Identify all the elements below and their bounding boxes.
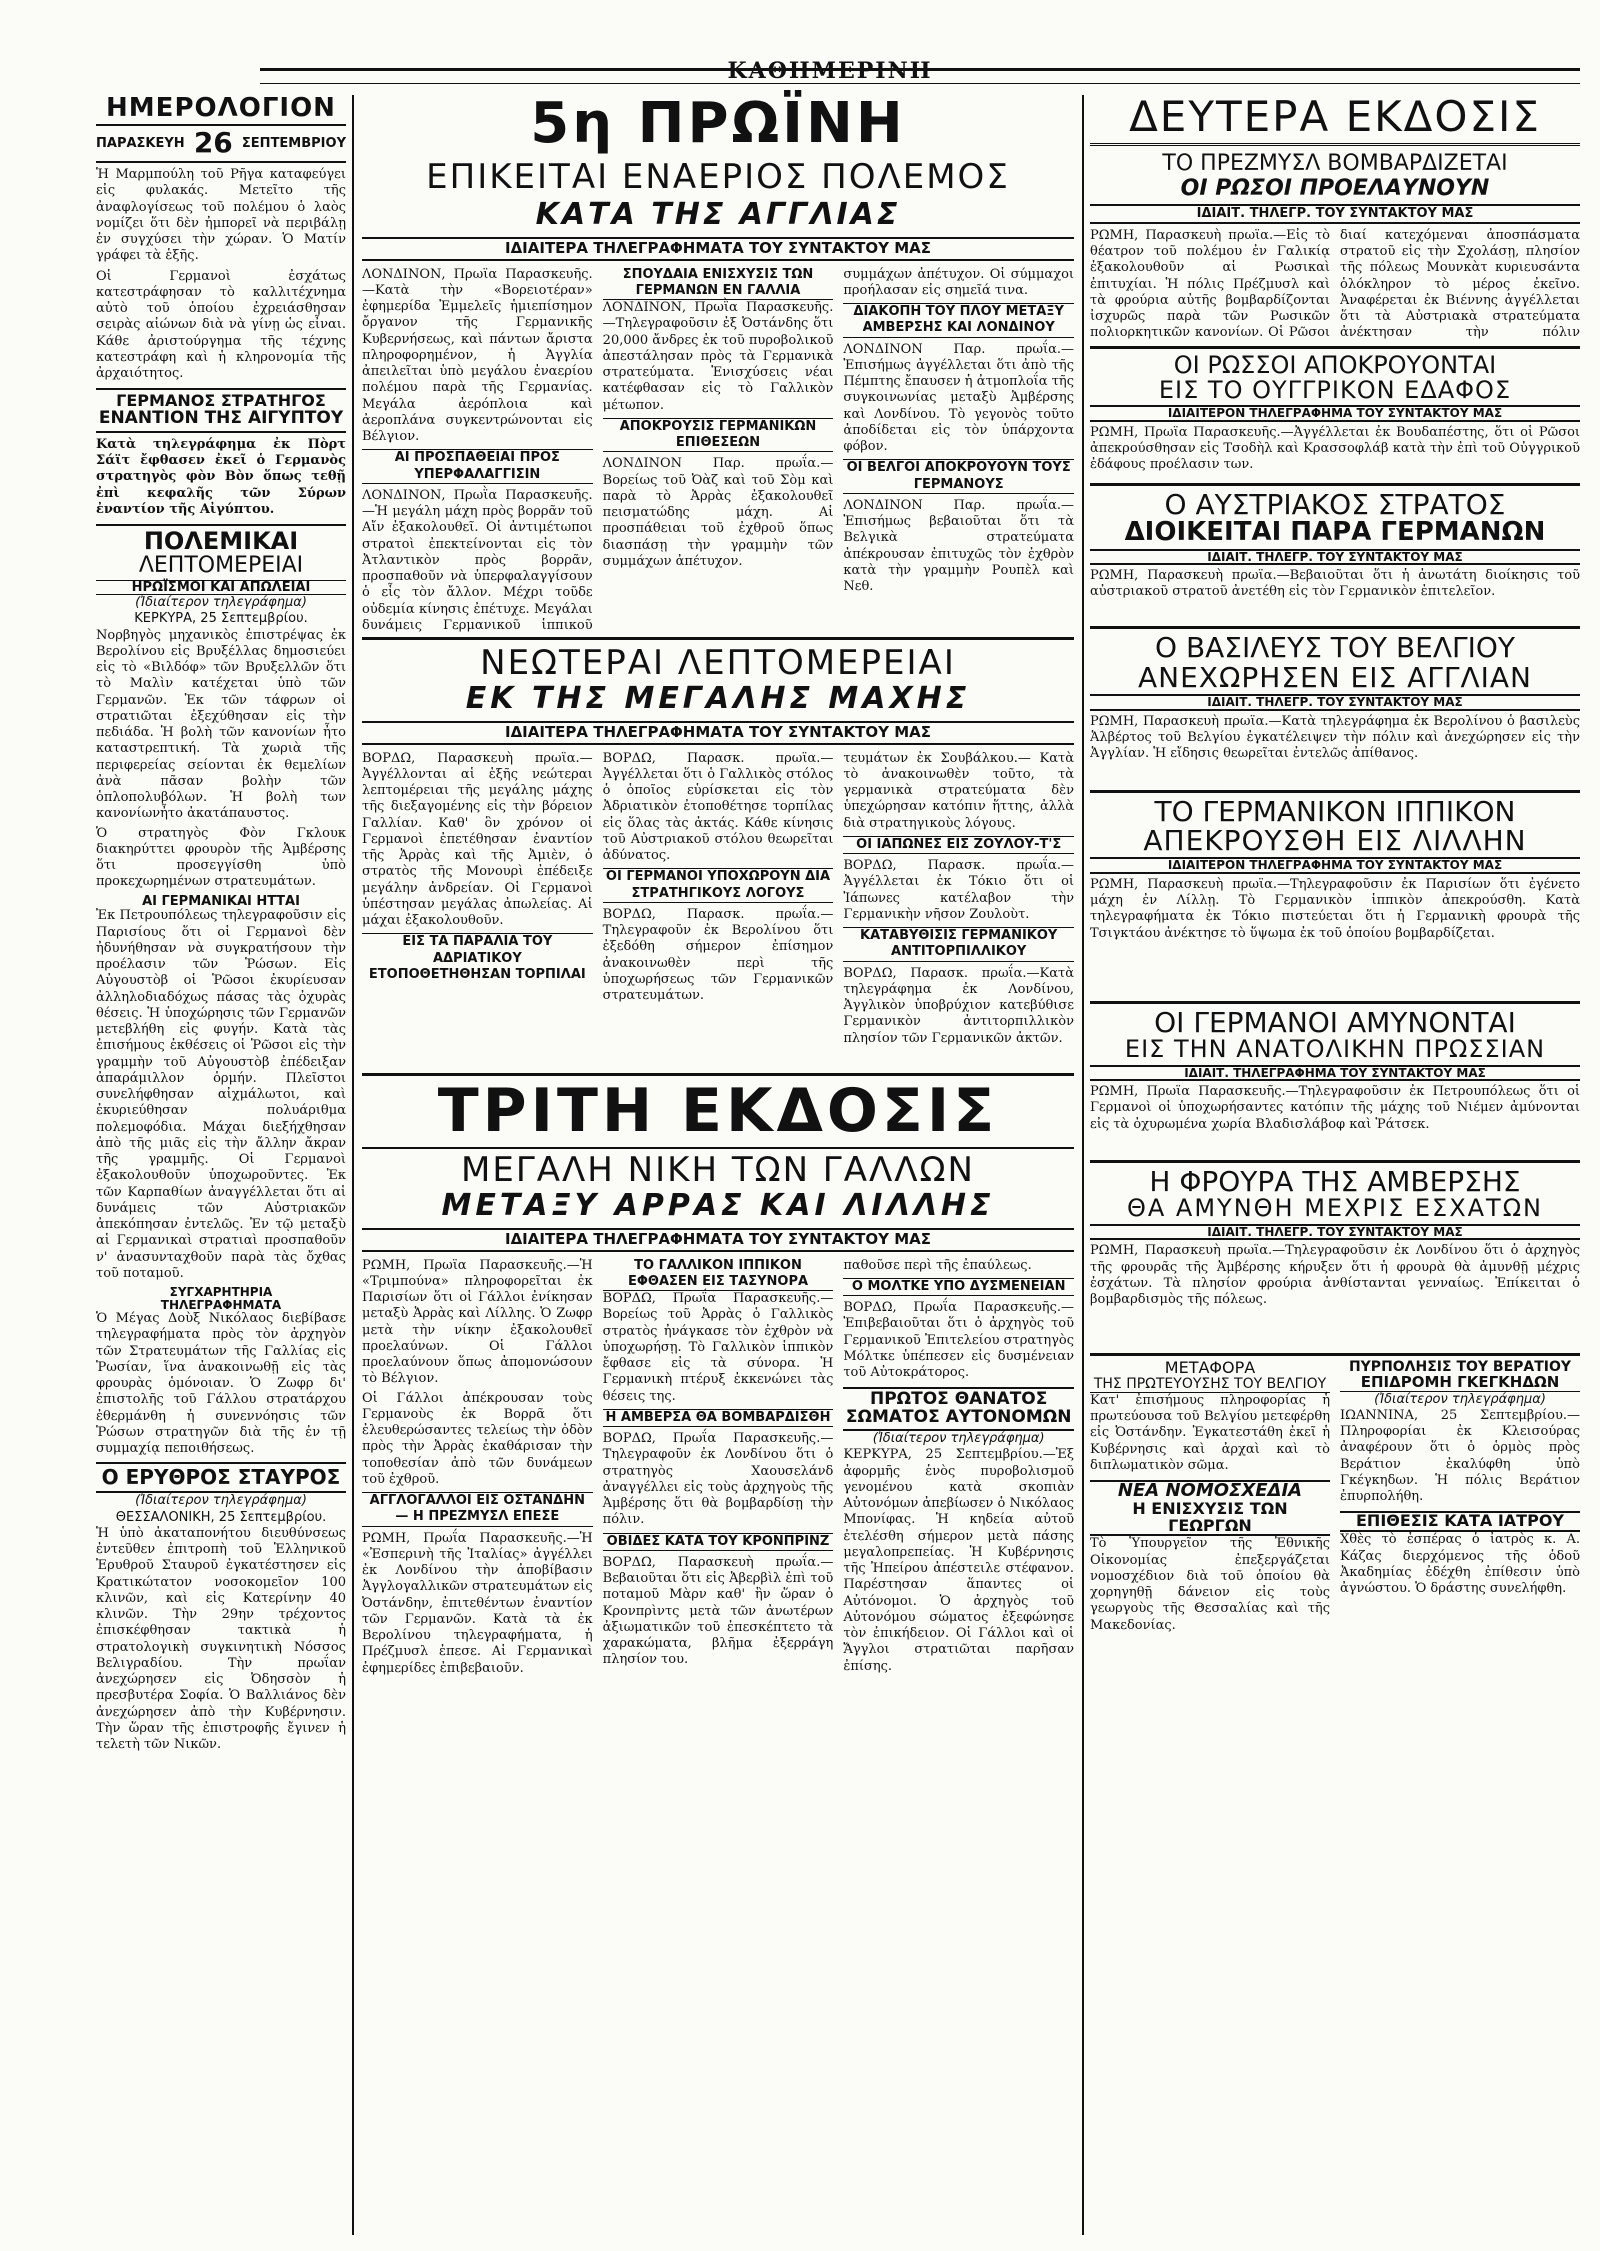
headline: ΘΑ ΑΜΥΝΘΗ ΜΕΧΡΙΣ ΕΣΧΑΤΩΝ xyxy=(1126,1194,1544,1223)
headline: ΕΙΣ ΤΟ ΟΥΓΓΡΙΚΟΝ ΕΔΑΦΟΣ xyxy=(1158,376,1512,405)
left-column xyxy=(96,95,346,1753)
dateline: (Ἰδιαίτερον τηλεγράφημα) xyxy=(135,1493,307,1509)
article-text: τευμάτων ἐκ Σουβάλκου.— Κατὰ τὸ ἀνακοινωθὲν τοῦτο, τὰ γερμανικὰ στρατεύματα δὲν ὑπεχώρησαν κατόπιν ἥττης, ἀλλὰ διὰ στρατηγικοὺς λόγους. xyxy=(843,750,1074,831)
headline: ΕΚ ΤΗΣ ΜΕΓΑΛΗΣ ΜΑΧΗΣ xyxy=(465,681,971,717)
subheadline: ΑΓΓΛΟΓΑΛΛΟΙ ΕΙΣ ΟΣΤΑΝΔΗΝ — Η ΠΡΕΖΜΥΣΛ ΕΠΕΣΕ xyxy=(362,1492,593,1527)
article-text: ΡΩΜΗ, Πρωΐα Παρασκευῆς.—Τηλεγραφοῦσιν ἐκ Πετρουπόλεως ὅτι οἱ Γερμανοὶ οἱ ὑποχωρήσαντες κατόπιν τῆς μάχης τοῦ Νιέμεν ἀμύνονται εἰς τὰ ὀχυρωμένα χωρία Βλαδισλάβοφ καὶ Ῥάτσεκ. xyxy=(1090,1084,1580,1132)
article-column xyxy=(362,751,593,1069)
article-column xyxy=(603,267,834,633)
subheadline: ΕΙΣ ΤΑ ΠΑΡΑΛΙΑ ΤΟΥ ΑΔΡΙΑΤΙΚΟΥ ΕΤΟΠΟΘΕΤΗΘΗΣΑΝ ΤΟΡΠΙΛΑΙ xyxy=(362,933,593,983)
article-column xyxy=(1090,228,1330,340)
article-text: Ἡ ὑπὸ ἀκαταπονήτου διευθύνσεως ἐντεῦθεν ἐπιτροπὴ τοῦ Ἑλληνικοῦ Ἐρυθροῦ Σταυροῦ ἐγκατέστησεν εἰς Κρατικώτατον νοσοκομεῖον 100 κλινῶν, καὶ εἰς Κατερίνην 40 κλινῶν. Τὴν 29ην τρέχοντος ἐπισκέφθησαν τακτικὰ ἡ στρατολογικὴ συγκινητικὴ Νόσσος Βελιγραδίου. Τὴν πρωΐαν ἀνεχώρησεν εἰς Ὀδησσὸν ἡ πρεσβυτέρα Σοφία. Ὁ Βαλλιάνος δὲν ἀνεχώρησεν ἀπὸ τὴν Κυβέρνησιν. Τὴν ὥραν τῆς ἐπιστροφῆς ἔγινεν ἡ τελετὴ τῶν Νικῶν. xyxy=(96,1525,346,1753)
article-text: Κατ' ἐπισήμους πληροφορίας ἡ πρωτεύουσα τοῦ Βελγίου μετεφέρθη εἰς Ὀστάνδην. Ἐγκατεστάθη ἐκεῖ ἡ Κυβέρνησις καὶ ἀρχαὶ καὶ τὸ διπλωματικὸν σῶμα. xyxy=(1090,1392,1330,1473)
headline: ΕΠΙΔΡΟΜΗ ΓΚΕΓΚΗΔΩΝ xyxy=(1340,1375,1580,1392)
headline: ΕΠΙΘΕΣΙΣ ΚΑΤΑ ΙΑΤΡΟΥ xyxy=(1340,1511,1580,1532)
dateline: (Ἰδιαίτερον τηλεγράφημα) xyxy=(1374,1391,1546,1407)
headline: Η ΦΡΟΥΡΑ ΤΗΣ ΑΜΒΕΡΣΗΣ xyxy=(1149,1165,1521,1199)
article-text: Οἱ Γερμανοὶ ἐσχάτως κατεστράφησαν τὸ καλλιτέχνημα αὐτὸ τοῦ ὁποίου ἐχρειάσθησαν σειρὰς αἰώνων διὰ νὰ γίνῃ ὡς εἶναι. Κάθε ἀριστούργημα τῆς τέχνης κατεστράφη καὶ ἡ κληρονομία τῆς ἀρχαιότητος. xyxy=(96,268,346,382)
dateline: ΘΕΣΣΑΛΟΝΙΚΗ, 25 Σεπτεμβρίου. xyxy=(115,1509,327,1525)
article-text: παθοῦσε περὶ τῆς ἐπαύλεως. xyxy=(843,1257,1032,1273)
subheadline: ΑΙ ΠΡΟΣΠΑΘΕΙΑΙ ΠΡΟΣ ΥΠΕΡΦΑΛΑΓΓΙΣΙΝ xyxy=(362,449,593,484)
article-text: ΛΟΝΔΙΝΟΝ Παρ. πρωΐα.—Βορείως τοῦ Ὀὰζ καὶ τοῦ Σὸμ καὶ παρὰ τὸ Ἀρρὰς ἐξακολουθεῖ πεισματώδης μάχη. Αἱ προσπάθειαι τοῦ ἐχθροῦ ὅπως διασπάσῃ τὴν γραμμὴν τῶν συμμάχων ἀπέτυχον. xyxy=(602,456,834,569)
headline-box xyxy=(1090,1160,1580,1240)
headline: ΜΕΤΑΦΟΡΑ xyxy=(1164,1358,1256,1378)
article-text: Ἐκ Πετρουπόλεως τηλεγραφοῦσιν εἰς Παρισίους ὅτι οἱ Γερμανοὶ δὲν ἠδυνήθησαν νὰ συγκρατήσουν τὴν προέλασιν τῶν Ῥώσων. Εἰς Αὐγουστὸβ οἱ Ῥῶσοι ἐκυρίευσαν ἀλληλοδιαδόχως πάσας τὰς ὀχυρὰς θέσεις. Ἡ ὑποχώρησις τῶν Γερμανῶν μετεβλήθη εἰς φυγήν. Κατὰ τὰς ἐπισήμους ἐκθέσεις οἱ Ῥῶσοι εἰς τὴν γραμμὴν τοῦ Αὐγουστὸβ ἐπέδειξαν ἀπαράμιλλον ὁρμήν. Πλεῖστοι συνελήφθησαν αἰχμάλωτοι, καὶ ἐκυριεύθησαν πολυάριθμα πολεμοφόδια. Μάχαι διεξήχθησαν ἀπὸ τῆς μιᾶς εἰς τὴν ἄλλην ἄκραν τῆς γραμμῆς. Οἱ Γερμανοὶ ἐξακολουθοῦν ὑποχωροῦντες. Ἐκ τῶν Καρπαθίων ἀναγγέλλεται ὅτι αἱ δυνάμεις τῶν Αὐστριακῶν ἀπεκόπησαν ἐντελῶς. Ἐν τῷ μεταξὺ αἱ Γερμανικαὶ στρατιαὶ προσπαθοῦν ν' ἀνασυνταχθοῦν παρὰ τὰς ὄχθας τοῦ ποταμοῦ. xyxy=(96,908,346,1281)
article-text: ΡΩΜΗ, Παρασκευὴ πρωΐα.—Τηλεγραφοῦσιν ἐκ Παρισίων ὅτι ἐγένετο μάχη ἐν Λίλλῃ. Τὸ Γερμανικὸν ἱππικὸν ἀπεκρούσθη. Κατὰ τηλεγραφήματα ἐκ Τόκιο πιστεύεται ὅτι ἡ Γερμανικὴ φρουρὰ τῆς Τσιγκτάου ἀνέκτησε τὸ ὕψωμα ἐκ τοῦ ὁποίου βομβαρδίζεται. xyxy=(1090,876,1580,941)
article-text: ΡΩΜΗ, Παρασκευὴ πρωΐα.—Τηλεγραφοῦσιν ἐκ Λονδίνου ὅτι ὁ ἀρχηγὸς τῆς φρουρᾶς τῆς Ἀμβέρσης κήρυξεν ὅτι ἡ φρουρὰ θὰ ἀμυνθῇ μέχρις ἐσχάτων. Τὰ πλησίον φρούρια ἀνθίστανται γενναίως. Ἐπίκειται ὁ βομβαρδισμὸς τῆς πόλεως. xyxy=(1090,1243,1580,1308)
article-column xyxy=(1340,228,1580,340)
article-text: ΡΩΜΗ, Παρασκευὴ πρωΐα.—Εἰς τὸ θέατρον τοῦ πολέμου ἐν Γαλικίᾳ ἐξακολουθοῦν αἱ Ρωσικαὶ ἐπιτυχίαι. Ἡ πόλις Πρέζμυσλ καὶ τὰ φρούρια αὐτῆς βομβαρδίζονται ἰσχυρῶς παρὰ τῶν Ρωσικῶν πολιορκητικῶν κανονίων. Οἱ Ρῶσοι xyxy=(1090,227,1330,340)
headline: ΠΥΡΠΟΛΗΣΙΣ ΤΟΥ ΒΕΡΑΤΙΟΥ xyxy=(1348,1359,1572,1376)
center-column xyxy=(362,91,1074,1728)
subheadline: ΤΟ ΓΑΛΛΙΚΟΝ ΙΠΠΙΚΟΝ ΕΦΘΑΣΕΝ ΕΙΣ ΤΑΣΥΝΟΡΑ xyxy=(603,1258,834,1292)
subheadline: ΟΙ ΙΑΠΩΝΕΣ ΕΙΣ ΖΟΥΛΟΥ-Τ'Σ xyxy=(843,836,1074,854)
headline: ΗΡΩΪΣΜΟΙ ΚΑΙ ΑΠΩΛΕΙΑΙ xyxy=(96,580,346,596)
article-text: ΡΩΜΗ, Παρασκευὴ πρωΐα.—Κατὰ τηλεγράφημα ἐκ Βερολίνου ὁ βασιλεὺς Ἀλβέρτος τοῦ Βελγίου ἐγκατέλειψεν τὴν πόλιν καὶ ἀνεχώρησεν εἰς τὴν Ἀγγλίαν. Ἡ εἴδησις θεωρεῖται ἐντελῶς ἀπίθανος. xyxy=(1090,713,1580,762)
headline-edition: ΤΡΙΤΗ ΕΚΔΟΣΙΣ xyxy=(437,1075,999,1146)
article-text: ΡΩΜΗ, Πρωΐα Παρασκευῆς.—Ἡ «Τριμπούνα» πληροφορεῖται ἐκ Παρισίων ὅτι οἱ Γάλλοι ἐνίκησαν μεταξὺ Ἀρρὰς καὶ Λίλλης. Ὁ Ζωφρ μετὰ τὴν νίκην ἐξακολουθεῖ προελαύνων. Οἱ Γάλλοι προελαύνουν ὅπως ἀπομονώσουν τὸ Βέλγιον. xyxy=(362,1257,593,1387)
calendar-date xyxy=(96,126,346,163)
headline-subtitle: ΙΔΙΑΙΤΕΡΑ ΤΗΛΕΓΡΑΦΗΜΑΤΑ ΤΟΥ ΣΥΝΤΑΚΤΟΥ ΜΑΣ xyxy=(362,1228,1074,1252)
article-text: ΡΩΜΗ, Πρωΐα Παρασκευῆς.—Ἡ «Ἐσπερινὴ τῆς Ἰταλίας» ἀγγέλλει ἐκ Λονδίνου τὴν ἀποβίβασιν Ἀγγλογαλλικῶν στρατευμάτων εἰς Ὀστάνδην, ἐπιτεθέντων ἐναντίον τῶν Γερμανῶν. Κατὰ τὰ ἐκ Βερολίνου τηλεγραφήματα, ἡ Πρέζμυσλ ἐπεσε. Αἱ Γερμανικαὶ ἐφημερίδες ἐπιβεβαιοῦν. xyxy=(362,1530,593,1676)
date-month: ΣΕΠΤΕΜΒΡΙΟΥ xyxy=(241,135,346,151)
headline: ΣΩΜΑΤΟΣ ΑΥΤΟΝΟΜΩΝ xyxy=(843,1409,1074,1431)
headline-subtitle: ΙΔΙΑΙΤ. ΤΗΛΕΓΡ. ΤΟΥ ΣΥΝΤΑΚΤΟΥ ΜΑΣ xyxy=(1090,549,1580,566)
headline: ΤΗΛΕΓΡΑΦΗΜΑΤΑ xyxy=(160,1297,282,1312)
article-text: ΒΟΡΔΩ, Πρωΐα Παρασκευῆς.—Βορείως τοῦ Ἀρρὰς ὁ Γαλλικὸς στρατὸς ἠνάγκασε τὸν ἐχθρὸν νὰ ὑποχωρήσῃ. Τὸ Γαλλικὸν ἱππικὸν ἔφθασε εἰς τὰ σύνορα. Ἡ Γερμανικὴ πτέρυξ ἐκκενώνει τὰς θέσεις της. xyxy=(602,1291,834,1404)
article-column xyxy=(362,1258,593,1728)
article-columns xyxy=(362,1258,1074,1728)
article-text: Ὁ στρατηγὸς Φὸν Γκλουκ διακηρύττει φρουρὸν τῆς Ἀμβέρσης ὅτι προσεγγίσθη ὑπὸ προκεχωρημένων στρατευμάτων. xyxy=(96,825,346,890)
article-text: ΒΟΡΔΩ, Παρασκευὴ πρωΐα.—Βεβαιοῦται ὅτι εἰς Ἀβερβὶλ ἐπὶ τοῦ ποταμοῦ Μὰρν καθ' ἣν ὥραν ὁ Κρονπρὶντς μετὰ τῶν ἀνωτέρων ἀξιωματικῶν τοῦ ἐπεσκέπτετο τὰ χαρακώματα, βλῆμα ἐξερράγη πλησίον του. xyxy=(602,1554,834,1668)
masthead: ΚΑΘΗΜΕΡΙΝΗ xyxy=(727,58,933,84)
headline: ΤΟ ΠΡΕΖΜΥΣΛ ΒΟΜΒΑΡΔΙΖΕΤΑΙ xyxy=(1162,151,1508,177)
section-header xyxy=(362,637,1074,745)
article-text: ΒΟΡΔΩ, Παρασκ. πρωΐα.—Ἀγγέλλεται ἐκ Τόκιο ὅτι οἱ Ἰάπωνες κατέλαβον τὴν Γερμανικὴν νῆσον Ζουλοὺτ. xyxy=(843,858,1074,922)
article-text: διαί κατεχόμεναι ἀποσπάσματα στρατοῦ εἰς τὴν Σχολάσῃ, πλησίον τῆς πόλεως Μουνκὰτ κυριευσάντα ὁλόκληρον τὸ μέρος ἐκεῖνο. Ἀναφέρεται ἐκ Βιέννης ἀγγέλλεται ὅτι τὰ Αὐστριακὰ στρατεύματα ἀνέκτησαν τὴν πόλιν xyxy=(1340,227,1580,340)
headline-edition: ΔΕΥΤΕΡΑ ΕΚΔΟΣΙΣ xyxy=(1090,95,1580,146)
subheadline: ΣΠΟΥΔΑΙΑ ΕΝΙΣΧΥΣΙΣ ΤΩΝ ΓΕΡΜΑΝΩΝ ΕΝ ΓΑΛΛΙΑ xyxy=(603,267,834,301)
article-text: Νορβηγὸς μηχανικὸς ἐπιστρέψας ἐκ Βερολίνου εἰς Βρυξέλλας δημοσιεύει εἰς τὸ «Βιλδόφ» τῶν Βρυξελλῶν ὅτι τὸ Μαλὶν κατέχεται ὑπὸ τῶν Γερμανῶν. Ἐκ τῶν τάφρων οἱ στρατιῶται ἐξεχύθησαν εἰς τὴν πεδιάδα. Ἡ βολὴ τῶν κανονίων ἦτο καταστρεπτική. Τὰ χωριὰ τῆς περιφερείας σείονται ἐκ θεμελίων ἀνὰ πᾶσαν βολὴν τῶν ὁπλοπολυβόλων. Ἡ βολὴ των κανονίωνἦτο ἀκατάπαυστος. xyxy=(96,627,346,822)
headline-subtitle: ΙΔΙΑΙΤ. ΤΗΛΕΓΡ. ΤΟΥ ΣΥΝΤΑΚΤΟΥ ΜΑΣ xyxy=(1090,204,1580,224)
article-text: ΒΟΡΔΩ, Παρασκευὴ πρωΐα.—Ἀγγέλλονται αἱ ἑξῆς νεώτεραι λεπτομέρειαι τῆς μεγάλης μάχης τῆς διεξαγομένης εἰς τὴν βόρειον Γαλλίαν. Καθ' ὃν χρόνον οἱ Γερμανοὶ ἐπετέθησαν ἐναντίον τῆς Ἀρρὰς καὶ τῆς Ἀμιὲν, ὁ στρατὸς τῆς Μονουρὶ ἐπέδειξε μεγάλην ἀνδρείαν. Οἱ Γερμανοὶ ὑπέστησαν μεγάλας ἀπωλείας. Αἱ μάχαι ἐξακολουθοῦν. xyxy=(362,750,593,929)
headline: ΤΗΣ ΠΡΩΤΕΥΟΥΣΗΣ ΤΟΥ ΒΕΛΓΙΟΥ xyxy=(1090,1377,1330,1393)
article-text: Χθὲς τὸ ἑσπέρας ὁ ἰατρὸς κ. Α. Κάζας διερχόμενος τῆς ὁδοῦ Ἀκαδημίας ἐδέχθη ἐπίθεσιν ὑπὸ ἀγνώστου. Ὁ δράστης συνελήφθη. xyxy=(1340,1532,1580,1596)
article-text: ΛΟΝΔΙΝΟΝ, Πρωῒα Παρασκευῆς.—Κατὰ τὴν «Βορειοτέραν» ἐφημερίδα Ἐμμελεῖς ἡμιεπίσημον ὄργανον τῆς Γερμανικῆς Κυβερνήσεως, καὶ πάντων ἄριστα πληροφορημένον, ἡ Ἀγγλία ἀπειλεῖται ὑπὸ μεγάλου ἐναερίου πολέμου παρὰ τῆς Γερμανίας. Μεγάλα ἀερόπλοια καὶ ἀεροπλάνα συγκεντρώνονται εἰς Βέλγιον. xyxy=(362,266,593,445)
article-column xyxy=(1340,1360,1580,1830)
article-column xyxy=(843,751,1074,1069)
article-text: Ἡ Μαρμπούλη τοῦ Ρῆγα καταφεύγει εἰς φυλακάς. Μετεῖτο τῆς ἀναφλογίσεως τοῦ πολέμου ὁ λαὸς νομίζει ὅτι δὲν ἠμπορεῖ νὰ περιβάλῃ ἐν συγχύσει τὴν χώραν. Ὁ Ματίν γράφει τὰ ἑξῆς. xyxy=(96,167,346,264)
article-text: ΚΕΡΚΥΡΑ, 25 Σεπτεμβρίου.—Ἐξ ἀφορμῆς ἑνὸς πυροβολισμοῦ γενομένου κατὰ σκοπιὰν Αὐτονόμων ἀπεβίωσεν ὁ Νικόλαος Μπονίφας. Ἡ κηδεία αὐτοῦ ἐτελέσθη σήμερον μετὰ πάσης μεγαλοπρεπείας. Ἡ Κυβέρνησις τῆς Ἠπείρου ἀπέστειλε στέφανον. Παρέστησαν ἅπαντες οἱ Αὐτόνομοι. Ὁ ἀρχηγὸς τοῦ Αὐτονόμου σώματος ἐξεφώνησε τὸν ἐπικήδειον. Οἱ Γάλλοι καὶ οἱ Ἄγγλοι στρατιῶται παρῆσαν ἐπίσης. xyxy=(843,1447,1074,1674)
headline: ΔΙΟΙΚΕΙΤΑΙ ΠΑΡΑ ΓΕΡΜΑΝΩΝ xyxy=(1124,517,1546,548)
headline: Ο ΒΑΣΙΛΕΥΣ ΤΟΥ ΒΕΛΓΙΟΥ xyxy=(1155,631,1515,665)
date-day: 26 xyxy=(193,126,233,160)
headline: ΟΙ ΡΩΣΣΟΙ ΑΠΟΚΡΟΥΟΝΤΑΙ xyxy=(1173,350,1497,379)
headline: ΕΝΑΝΤΙΟΝ ΤΗΣ ΑΙΓΥΠΤΟΥ xyxy=(98,408,344,429)
article-text: ΡΩΜΗ, Παρασκευὴ πρωΐα.—Βεβαιοῦται ὅτι ἡ ἀνωτάτη διοίκησις τοῦ αὐστριακοῦ στρατοῦ ἀνετέθη εἰς τὸν Γερμανικὸν ἐπιτελεῖον. xyxy=(1090,568,1580,600)
headline-box xyxy=(96,524,346,627)
article-column xyxy=(843,1258,1074,1728)
headline: ΣΥΓΧΑΡΗΤΗΡΙΑ xyxy=(169,1285,273,1300)
headline: ΜΕΓΑΛΗ ΝΙΚΗ ΤΩΝ ΓΑΛΛΩΝ xyxy=(362,1147,1074,1189)
article-column xyxy=(362,267,593,633)
article-text: ΒΟΡΔΩ, Παρασκ. πρωΐα.—Τηλεγραφοῦν ἐκ Βερολίνου ὅτι ἐξεδόθη σήμερον ἐπίσημον ἀνακοινωθὲν περὶ τῆς ὑποχωρήσεως τῶν Γερμανικῶν στρατευμάτων. xyxy=(602,906,834,1004)
article-text: ΒΟΡΔΩ, Πρωΐα Παρασκευῆς.—Τηλεγραφοῦν ἐκ Λονδίνου ὅτι ὁ στρατηγὸς Χαουσελάνδ ἀναγγέλλει εἰς τοὺς ἀρχηγοὺς τῆς Ἀμβέρσης ὅτι θὰ βομβαρδίσῃ τὴν πόλιν. xyxy=(602,1431,834,1528)
headline-subtitle: ΙΔΙΑΙΤ. ΤΗΛΕΓΡ. ΤΟΥ ΣΥΝΤΑΚΤΟΥ ΜΑΣ xyxy=(1090,1224,1580,1241)
article-column xyxy=(843,267,1074,633)
article-text: συμμάχων ἀπέτυχον. Οἱ σύμμαχοι προήλασαν εἰς σημεῖά τινα. xyxy=(843,266,1074,298)
dateline: ΚΕΡΚΥΡΑ, 25 Σεπτεμβρίου. xyxy=(134,611,308,627)
headline: Ο ΕΡΥΘΡΟΣ ΣΤΑΥΡΟΣ xyxy=(101,1465,341,1490)
headline: ΑΙ ΓΕΡΜΑΝΙΚΑΙ ΗΤΤΑΙ xyxy=(142,893,300,909)
headline-box xyxy=(1090,1001,1580,1081)
article-text: ΒΟΡΔΩ, Παρασκ. πρωΐα.—Κατὰ τηλεγράφημα ἐκ Λονδίνου, Ἀγγλικὸν ὑποβρύχιον κατεβύθισε Γερμανικὸν ἀντιτορπιλλικὸν πλησίον τῶν Γερμανικῶν ἀκτῶν. xyxy=(843,965,1074,1046)
headline-box xyxy=(96,388,346,433)
article-text: Κατὰ τηλεγράφημα ἐκ Πὸρτ Σάϊτ ἔφθασεν ἐκεῖ ὁ Γερμανὸς στρατηγὸς φὸν Βὸν ὅπως τεθῇ ἐπὶ κεφαλῆς τῶν Σύρων ἐναντίον τῆς Αἰγύπτου. xyxy=(96,436,346,517)
headline: ΟΙ ΡΩΣΟΙ ΠΡΟΕΛΑΥΝΟΥΝ xyxy=(1180,176,1490,202)
headline-subtitle: ΙΔΙΑΙΤΕΡΟΝ ΤΗΛΕΓΡΑΦΗΜΑ ΤΟΥ ΣΥΝΤΑΚΤΟΥ ΜΑΣ xyxy=(1090,857,1580,874)
headline: ΠΟΛΕΜΙΚΑΙ xyxy=(143,527,299,556)
subheadline: ΚΑΤΑΒΥΘΙΣΙΣ ΓΕΡΜΑΝΙΚΟΥ ΑΝΤΙΤΟΡΠΙΛΛΙΚΟΥ xyxy=(843,927,1074,962)
headline: ΓΕΡΜΑΝΟΣ ΣΤΡΑΤΗΓΟΣ xyxy=(116,391,326,411)
article-columns xyxy=(362,751,1074,1069)
article-column xyxy=(603,1258,834,1728)
article-text: Τὸ Ὑπουργεῖον τῆς Ἐθνικῆς Οἰκονομίας ἐπεξεργάζεται νομοσχέδιον διὰ τοῦ ὁποίου θὰ χορηγηθῇ δάνειον εἰς τοὺς γεωργοὺς τῆς Θεσσαλίας καὶ τῆς Μακεδονίας. xyxy=(1090,1536,1330,1633)
headline: ΟΙ ΓΕΡΜΑΝΟΙ ΑΜΥΝΟΝΤΑΙ xyxy=(1154,1005,1516,1039)
headline-subtitle: ΙΔΙΑΙΤ. ΤΗΛΕΓΡΑΦΗΜΑ ΤΟΥ ΣΥΝΤΑΚΤΟΥ ΜΑΣ xyxy=(1090,1065,1580,1082)
headline: ΤΟ ΓΕΡΜΑΝΙΚΟΝ ΙΠΠΙΚΟΝ xyxy=(1154,794,1516,828)
subheadline: Ο ΜΟΛΤΚΕ ΥΠΟ ΔΥΣΜΕΝΕΙΑΝ xyxy=(843,1278,1074,1296)
headline: ΕΠΙΚΕΙΤΑΙ ΕΝΑΕΡΙΟΣ ΠΟΛΕΜΟΣ xyxy=(426,156,1010,197)
headline: ΝΕΩΤΕΡΑΙ ΛΕΠΤΟΜΕΡΕΙΑΙ xyxy=(480,642,956,683)
headline-subtitle: ΙΔΙΑΙΤΕΡΑ ΤΗΛΕΓΡΑΦΗΜΑΤΑ ΤΟΥ ΣΥΝΤΑΚΤΟΥ ΜΑΣ xyxy=(362,237,1074,261)
headline-box xyxy=(1090,626,1580,710)
headline: ΜΕΤΑΞΥ ΑΡΡΑΣ ΚΑΙ ΛΙΛΛΗΣ xyxy=(441,1188,995,1224)
headline: ΕΙΣ ΤΗΝ ΑΝΑΤΟΛΙΚΗΝ ΠΡΩΣΣΙΑΝ xyxy=(1124,1035,1546,1064)
article-columns xyxy=(1090,228,1580,340)
dateline: (Ἰδιαίτερον τηλεγράφημα) xyxy=(135,595,307,611)
calendar-title: ΗΜΕΡΟΛΟΓΙΟΝ xyxy=(96,95,346,126)
subheadline: ΑΠΟΚΡΟΥΣΙΣ ΓΕΡΜΑΝΙΚΩΝ ΕΠΙΘΕΣΕΩΝ xyxy=(603,418,834,453)
article-text: ΒΟΡΔΩ, Πρωΐα Παρασκευῆς.—Ἐπιβεβαιοῦται ὅτι ὁ ἀρχηγὸς τοῦ Γερμανικοῦ Ἐπιτελείου στρατηγὸς Μόλτκε ὑπέπεσεν εἰς δυσμένειαν τοῦ Αὐτοκράτορος. xyxy=(843,1300,1074,1381)
article-columns xyxy=(362,267,1074,633)
headline-box xyxy=(1090,790,1580,874)
article-columns xyxy=(1090,1353,1580,1830)
article-text: ΛΟΝΔΙΝΟΝ, Πρωῒα Παρασκευῆς.—Τηλεγραφοῦσιν ἐξ Ὀστάνδης ὅτι 20,000 ἄνδρες ἐκ τοῦ πυροβολικοῦ ἀπεστάλησαν πρὸς τὰ Γερμανικὰ στρατεύματα. Ἐνισχύσεις νέαι κατέφθασαν εἰς τὸ Γαλλικὸν μέτωπον. xyxy=(602,300,834,413)
column-rule xyxy=(352,95,354,2235)
article-text: ΙΩΑΝΝΙΝΑ, 25 Σεπτεμβρίου.—Πληροφορίαι ἐκ Κλεισούρας ἀναφέρουν ὅτι ὁ ὁρμὸς πρὸς Βεράτιον ἐκαλύφθη ὑπὸ Γκέγκηδων. Ἡ πόλις Βεράτιον ἐπυρπολήθη. xyxy=(1340,1407,1580,1505)
headline: ΑΝΕΧΩΡΗΣΕΝ ΕΙΣ ΑΓΓΛΙΑΝ xyxy=(1138,660,1532,694)
section-header xyxy=(362,1073,1074,1252)
headline-box xyxy=(96,1462,346,1493)
headline-subtitle: ΙΔΙΑΙΤ. ΤΗΛΕΓΡ. ΤΟΥ ΣΥΝΤΑΚΤΟΥ ΜΑΣ xyxy=(1090,694,1580,711)
article-text: ΛΟΝΔΙΝΟΝ Παρ. πρωΐα.—Ἐπισήμως βεβαιοῦται ὅτι τὰ Βελγικὰ στρατεύματα ἀπέκρουσαν ἐπιτυχῶς τὸν ἐχθρὸν κατὰ τὴν γραμμὴν Ρουπὲλ καὶ Νεθ. xyxy=(843,497,1074,595)
headline: ΠΡΩΤΟΣ ΘΑΝΑΤΟΣ xyxy=(843,1387,1074,1409)
subheadline: ΟΙ ΓΕΡΜΑΝΟΙ ΥΠΟΧΩΡΟΥΝ ΔΙΑ ΣΤΡΑΤΗΓΙΚΟΥΣ ΛΟΓΟΥΣ xyxy=(603,868,834,903)
headline-box xyxy=(1090,346,1580,422)
headline-subtitle: ΙΔΙΑΙΤΕΡΑ ΤΗΛΕΓΡΑΦΗΜΑΤΑ ΤΟΥ ΣΥΝΤΑΚΤΟΥ ΜΑΣ xyxy=(362,721,1074,745)
headline-subtitle: ΙΔΙΑΙΤΕΡΟΝ ΤΗΛΕΓΡΑΦΗΜΑ ΤΟΥ ΣΥΝΤΑΚΤΟΥ ΜΑΣ xyxy=(1090,405,1580,422)
headline: Η ΕΝΙΣΧΥΣΙΣ ΤΩΝ ΓΕΩΡΓΩΝ xyxy=(1090,1501,1330,1537)
article-text: Ὁ Μέγας Δοὺξ Νικόλαος διεβίβασε τηλεγραφήματα πρὸς τὸν ἀρχηγὸν τῶν Στρατευμάτων τῆς Γαλλίας εἰς Ῥωσίαν, ἵνα ἀνακοινωθῇ εἰς τὰς φρουρὰς ὁμόνοιαν. Ὁ Ζωφρ δι' ἐπιστολῆς τοῦ Γάλλου στρατάρχου ἐθερμάνθη ἡ συνεννόησις τῶν Ῥώσων στρατηγῶν διὰ τῆς ἐν τῇ συμμαχίᾳ πεποιθήσεως. xyxy=(96,1311,346,1457)
headline: ΑΠΕΚΡΟΥΣΘΗ ΕΙΣ ΛΙΛΛΗΝ xyxy=(1143,823,1527,857)
dateline: (Ἰδιαίτερον τηλεγράφημα) xyxy=(872,1431,1045,1447)
date-prefix: ΠΑΡΑΣΚΕΥΗ xyxy=(96,135,185,151)
headline-edition: 5η ΠΡΩΪΝΗ xyxy=(530,91,906,156)
article-text: ΒΟΡΔΩ, Παρασκ. πρωΐα.—Ἀγγέλλεται ὅτι ὁ Γαλλικὸς στόλος ὁ ὁποῖος εὑρίσκεται εἰς τὸν Ἀδριατικὸν ἐτοποθέτησε τορπίλας εἰς ὅλας τὰς ἀκτάς. Κάθε κίνησις τοῦ Αὐστριακοῦ στόλου θεωρεῖται ἀδύνατος. xyxy=(602,750,834,864)
article-text: Οἱ Γάλλοι ἀπέκρουσαν τοὺς Γερμανοὺς ἐκ Βορρᾶ ὅτι ἐλευθερώσαντες τελείως τὴν ὁδὸν πρὸς τὴν Ἀρρὰς ἐκαθάρισαν τὴν τοποθεσίαν ἀπὸ τῶν δυνάμεων τοῦ ἐχθροῦ. xyxy=(362,1390,593,1487)
subheadline: ΟΙ ΒΕΛΓΟΙ ΑΠΟΚΡΟΥΟΥΝ ΤΟΥΣ ΓΕΡΜΑΝΟΥΣ xyxy=(843,459,1074,494)
headline: Ο ΑΥΣΤΡΙΑΚΟΣ ΣΤΡΑΤΟΣ xyxy=(1164,487,1506,521)
masthead-rule xyxy=(260,68,1580,84)
article-text: ΛΟΝΔΙΝΟΝ, Πρωῒα Παρασκευῆς.—Ἡ μεγάλη μάχη πρὸς βορρᾶν τοῦ Αἴν ἐξακολουθεῖ. Οἱ ἀντιμέτωποι στρατοὶ ἐπεκτείνονται εἰς τὸν Ἀτλαντικὸν πρὸς βορρᾶν, προσπαθοῦν νὰ ὑπερφαλαγγίσουν ὁ εἷς τὸν ἄλλον. Μέχρι τοῦδε οὐδεμία κίνησις ἐπέτυχε. Μεγάλαι δυνάμεις Γερμανικοῦ ἱππικοῦ xyxy=(362,487,593,633)
article-column xyxy=(1090,1360,1330,1830)
article-text: ΛΟΝΔΙΝΟΝ Παρ. πρωΐα.—Ἐπισήμως ἀγγέλλεται ὅτι ἀπὸ τῆς Πέμπτης ἔπαυσεν ἡ ἀτμοπλοΐα τῆς συγκοινωνίας μεταξὺ Ἀμβέρσης καὶ Λονδίνου. Τὸ γεγονὸς τοῦτο ἀποδίδεται εἰς τὸν ὑπάρχοντα φόβον. xyxy=(843,341,1074,455)
subheadline: Η ΑΜΒΕΡΣΑ ΘΑ ΒΟΜΒΑΡΔΙΣΘΗ xyxy=(603,1409,834,1427)
headline: ΚΑΤΑ ΤΗΣ ΑΓΓΛΙΑΣ xyxy=(535,197,901,233)
subheadline: ΔΙΑΚΟΠΗ ΤΟΥ ΠΛΟΥ ΜΕΤΑΞΥ ΑΜΒΕΡΣΗΣ ΚΑΙ ΛΟΝΔΙΝΟΥ xyxy=(843,303,1074,338)
headline: ΛΕΠΤΟΜΕΡΕΙΑΙ xyxy=(138,553,304,579)
right-column xyxy=(1090,92,1580,1830)
column-rule xyxy=(1082,95,1084,2235)
headline: ΝΕΑ ΝΟΜΟΣΧΕΔΙΑ xyxy=(1090,1480,1330,1501)
headline-box xyxy=(1090,483,1580,565)
subheadline: ΟΒΙΔΕΣ ΚΑΤΑ ΤΟΥ ΚΡΟΝΠΡΙΝΖ xyxy=(603,1533,834,1551)
article-text: ΡΩΜΗ, Πρωΐα Παρασκευῆς.—Ἀγγέλλεται ἐκ Βουδαπέστης, ὅτι οἱ Ρῶσοι ἀπεκρούσθησαν εἰς Τσοδὴλ καὶ Κρασσοφλάβ κατὰ τὴν ἐπὶ τοῦ Οὐγγρικοῦ ἐδάφους προέλασιν των. xyxy=(1090,424,1580,473)
article-column xyxy=(603,751,834,1069)
